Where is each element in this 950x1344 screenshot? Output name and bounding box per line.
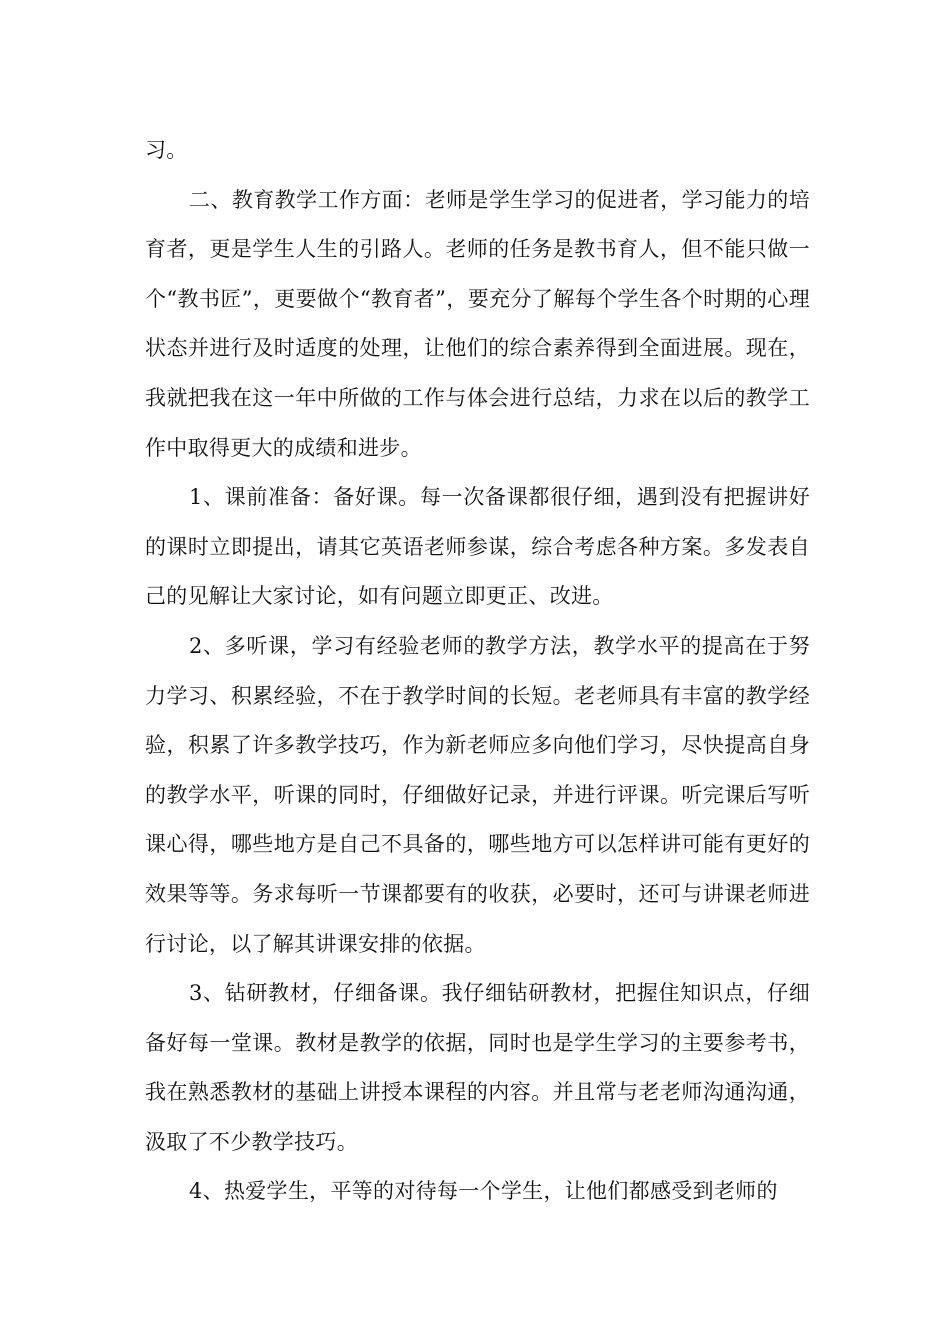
paragraph-continuation: 习。 (145, 138, 188, 162)
paragraph-teaching-overview: 二、教育教学工作方面：老师是学生学习的促进者，学习能力的培育者，更是学生人生的引路人。老师的任务是教书育人，但不能只做一个“教书匠”，更要做个“教育者”，要充分了解每个学生各个时期的心理状态并进行及时适度的处理，让他们的综合素养得到全面进展。现在，我就把我在这一年中所做的工作与体会进行总结，力求在以后的教学工作中取得更大的成绩和进步。 (145, 187, 810, 460)
paragraph-lesson-preparation: 1、课前准备：备好课。每一次备课都很仔细，遇到没有把握讲好的课时立即提出，请其它英语老师参谋，综合考虑各种方案。多发表自己的见解让大家讨论，如有问题立即更正、改进。 (145, 485, 810, 609)
paragraph-love-students: 4、热爱学生，平等的对待每一个学生，让他们都感受到老师的 (189, 1179, 778, 1204)
paragraph-study-textbook: 3、钻研教材，仔细备课。我仔细钻研教材，把握住知识点，仔细备好每一堂课。教材是教学的依据，同时也是学生学习的主要参考书，我在熟悉教材的基础上讲授本课程的内容。并且常与老老师沟通沟通，汲取了不少教学技巧。 (145, 981, 810, 1154)
paragraph-attend-classes: 2、多听课，学习有经验老师的教学方法，教学水平的提高在于努力学习、积累经验，不在于教学时间的长短。老老师具有丰富的教学经验，积累了许多教学技巧，作为新老师应多向他们学习，尽快提高自身的教学水平，听课的同时，仔细做好记录，并进行评课。听完课后写听课心得，哪些地方是自己不具备的，哪些地方可以怎样讲可能有更好的效果等等。务求每听一节课都要有的收获，必要时，还可与讲课老师进行讨论，以了解其讲课安排的依据。 (145, 633, 810, 956)
document-body (145, 126, 810, 1217)
